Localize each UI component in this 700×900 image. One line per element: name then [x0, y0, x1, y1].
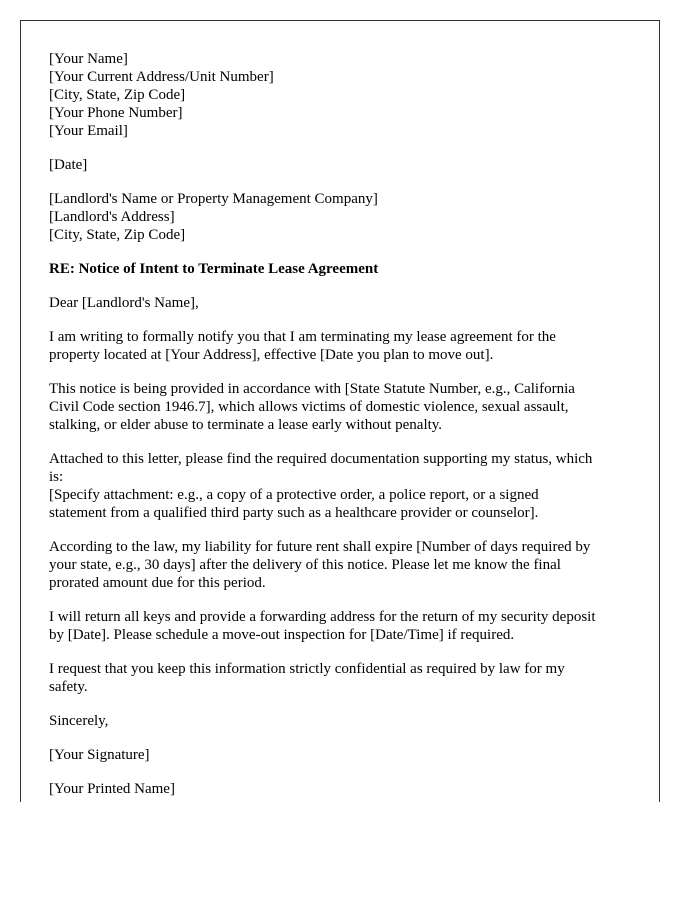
- body-line: your state, e.g., 30 days] after the delivery of this notice. Please let me know the final: [49, 557, 561, 573]
- body-line: statement from a qualified third party such as a healthcare provider or counselor].: [49, 505, 539, 521]
- sender-name: [Your Name]: [49, 51, 128, 67]
- body-line: I request that you keep this information strictly confidential as required by law for my: [49, 661, 565, 677]
- letter-content: [49, 50, 639, 802]
- sender-phone: [Your Phone Number]: [49, 105, 183, 121]
- body-line: property located at [Your Address], effective [Date you plan to move out].: [49, 347, 494, 363]
- printed-name: [Your Printed Name]: [49, 781, 175, 797]
- body-line: by [Date]. Please schedule a move-out inspection for [Date/Time] if required.: [49, 627, 515, 643]
- body-line: is:: [49, 469, 64, 485]
- body-line: I am writing to formally notify you that I am terminating my lease agreement for the: [49, 329, 556, 345]
- body-paragraph: [49, 450, 639, 522]
- sender-city: [City, State, Zip Code]: [49, 87, 186, 103]
- closing: Sincerely,: [49, 713, 109, 729]
- body-line: prorated amount due for this period.: [49, 575, 266, 591]
- letter-body: [49, 328, 639, 696]
- body-paragraph: [49, 328, 639, 364]
- recipient-address: [Landlord's Address]: [49, 209, 175, 225]
- subject-line: RE: Notice of Intent to Terminate Lease Agreement: [49, 261, 379, 277]
- body-line: safety.: [49, 679, 88, 695]
- body-paragraph: [49, 608, 639, 644]
- body-line: Civil Code section 1946.7], which allows victims of domestic violence, sexual assault,: [49, 399, 569, 415]
- recipient-name: [Landlord's Name or Property Management Company]: [49, 191, 378, 207]
- signature: [Your Signature]: [49, 747, 150, 763]
- sender-block: [49, 50, 639, 140]
- body-paragraph: [49, 380, 639, 434]
- body-line: This notice is being provided in accordance with [State Statute Number, e.g., California: [49, 381, 575, 397]
- body-line: I will return all keys and provide a forwarding address for the return of my security deposit: [49, 609, 596, 625]
- body-paragraph: [49, 538, 639, 592]
- letter-page: [20, 20, 660, 802]
- letter-date: [Date]: [49, 157, 88, 173]
- body-line: stalking, or elder abuse to terminate a lease early without penalty.: [49, 417, 443, 433]
- recipient-block: [49, 190, 639, 244]
- body-line: According to the law, my liability for future rent shall expire [Number of days required by: [49, 539, 591, 555]
- body-paragraph: [49, 660, 639, 696]
- body-line: [Specify attachment: e.g., a copy of a protective order, a police report, or a signed: [49, 487, 539, 503]
- sender-email: [Your Email]: [49, 123, 128, 139]
- recipient-city: [City, State, Zip Code]: [49, 227, 186, 243]
- sender-address: [Your Current Address/Unit Number]: [49, 69, 274, 85]
- salutation: Dear [Landlord's Name],: [49, 295, 199, 311]
- body-line: Attached to this letter, please find the required documentation supporting my status, which: [49, 451, 593, 467]
